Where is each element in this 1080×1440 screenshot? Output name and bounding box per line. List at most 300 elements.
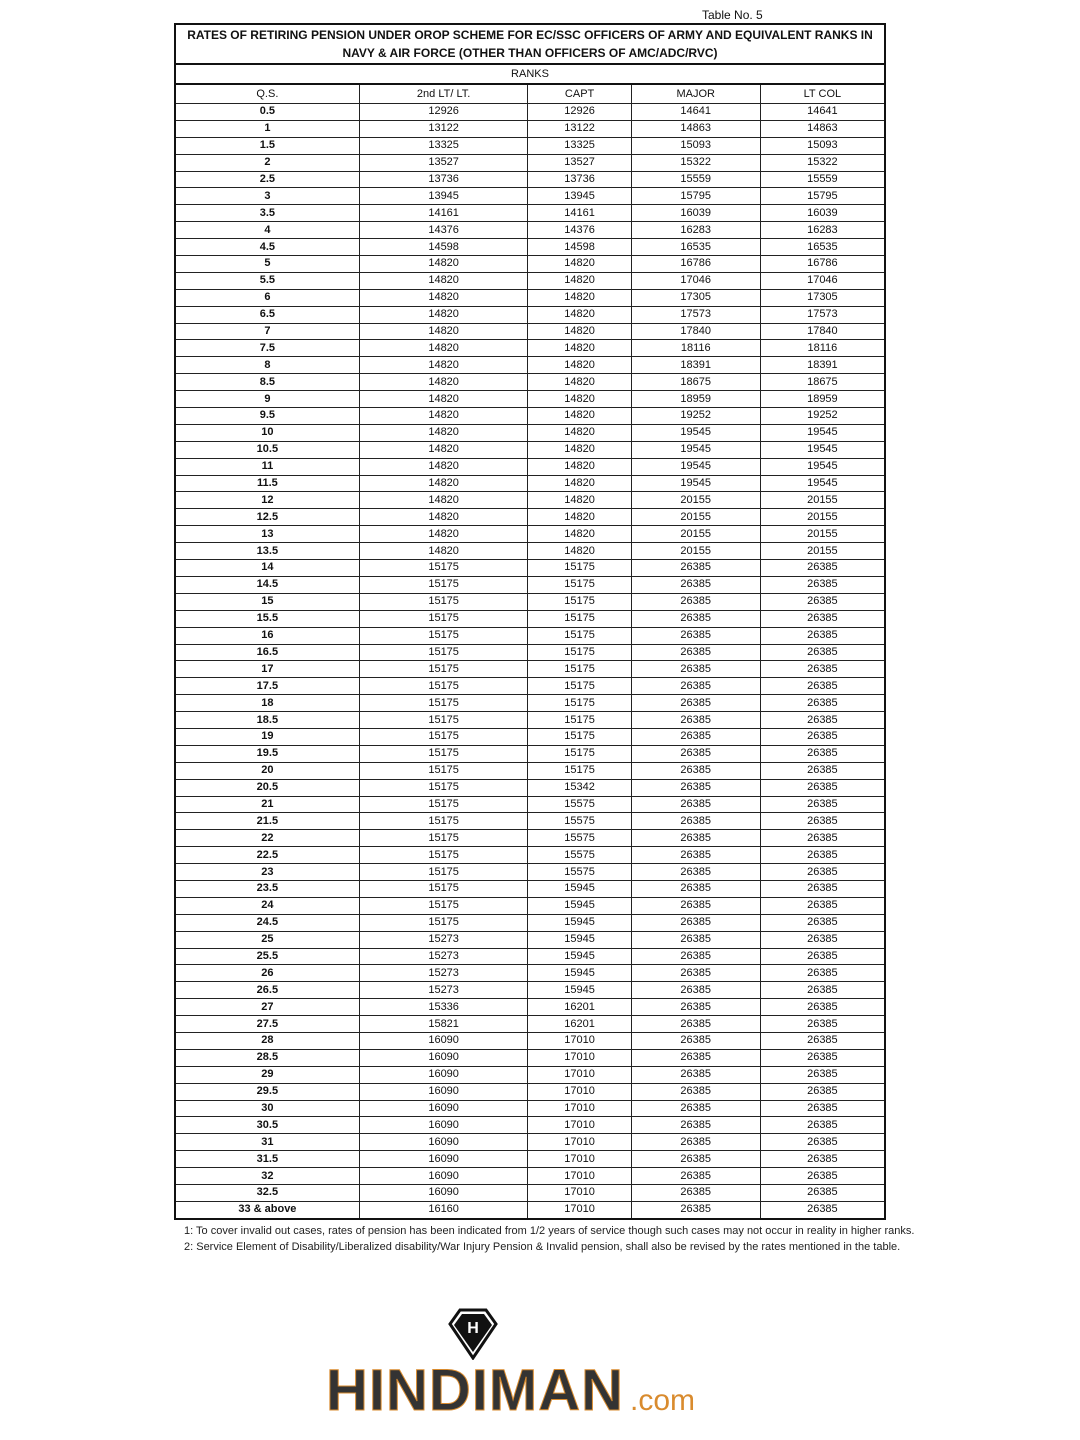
qs-cell: 17	[175, 661, 359, 678]
major-cell: 16283	[631, 222, 760, 239]
lt-col-cell: 26385	[760, 644, 885, 661]
qs-cell: 32.5	[175, 1185, 359, 1202]
second-lt-cell: 16090	[359, 1100, 528, 1117]
lt-col-cell: 20155	[760, 543, 885, 560]
table-row	[175, 897, 885, 914]
capt-cell: 15575	[528, 847, 631, 864]
table-row	[175, 864, 885, 881]
major-cell: 26385	[631, 1117, 760, 1134]
qs-cell: 2	[175, 154, 359, 171]
lt-col-cell: 26385	[760, 728, 885, 745]
table-row	[175, 1032, 885, 1049]
table-row	[175, 560, 885, 577]
pension-rates-table	[174, 23, 886, 1220]
table-row	[175, 695, 885, 712]
capt-cell: 16201	[528, 1016, 631, 1033]
lt-col-cell: 19545	[760, 424, 885, 441]
table-row	[175, 1134, 885, 1151]
lt-col-cell: 26385	[760, 1100, 885, 1117]
qs-cell: 13.5	[175, 543, 359, 560]
major-cell: 26385	[631, 880, 760, 897]
lt-col-cell: 16039	[760, 205, 885, 222]
major-cell: 26385	[631, 576, 760, 593]
capt-cell: 17010	[528, 1066, 631, 1083]
lt-col-cell: 19545	[760, 441, 885, 458]
table-row	[175, 104, 885, 121]
lt-col-cell: 26385	[760, 1066, 885, 1083]
second-lt-cell: 14376	[359, 222, 528, 239]
lt-col-cell: 15093	[760, 137, 885, 154]
lt-col-cell: 26385	[760, 661, 885, 678]
major-cell: 26385	[631, 999, 760, 1016]
capt-cell: 15575	[528, 864, 631, 881]
major-cell: 20155	[631, 492, 760, 509]
capt-cell: 14820	[528, 340, 631, 357]
second-lt-cell: 16090	[359, 1032, 528, 1049]
capt-cell: 13527	[528, 154, 631, 171]
second-lt-cell: 15273	[359, 982, 528, 999]
lt-col-cell: 26385	[760, 1032, 885, 1049]
capt-cell: 15175	[528, 661, 631, 678]
major-cell: 26385	[631, 965, 760, 982]
logo-icon-letter: H	[467, 1320, 479, 1337]
major-cell: 26385	[631, 813, 760, 830]
lt-col-cell: 18959	[760, 391, 885, 408]
qs-cell: 2.5	[175, 171, 359, 188]
major-cell: 26385	[631, 847, 760, 864]
table-row	[175, 272, 885, 289]
table-row	[175, 576, 885, 593]
second-lt-cell: 14820	[359, 357, 528, 374]
capt-cell: 17010	[528, 1151, 631, 1168]
lt-col-cell: 19545	[760, 458, 885, 475]
second-lt-cell: 13122	[359, 120, 528, 137]
second-lt-cell: 16090	[359, 1049, 528, 1066]
major-cell: 15559	[631, 171, 760, 188]
column-header-major: MAJOR	[631, 84, 760, 104]
capt-cell: 15575	[528, 796, 631, 813]
second-lt-cell: 15273	[359, 931, 528, 948]
qs-cell: 8	[175, 357, 359, 374]
lt-col-cell: 26385	[760, 576, 885, 593]
capt-cell: 14820	[528, 374, 631, 391]
capt-cell: 14820	[528, 526, 631, 543]
column-header-capt: CAPT	[528, 84, 631, 104]
second-lt-cell: 15273	[359, 965, 528, 982]
qs-cell: 1.5	[175, 137, 359, 154]
qs-cell: 12.5	[175, 509, 359, 526]
second-lt-cell: 14820	[359, 424, 528, 441]
qs-cell: 21.5	[175, 813, 359, 830]
major-cell: 26385	[631, 897, 760, 914]
capt-cell: 17010	[528, 1049, 631, 1066]
capt-cell: 15175	[528, 627, 631, 644]
qs-cell: 14	[175, 560, 359, 577]
qs-cell: 28.5	[175, 1049, 359, 1066]
second-lt-cell: 15336	[359, 999, 528, 1016]
capt-cell: 15945	[528, 965, 631, 982]
capt-cell: 15175	[528, 678, 631, 695]
table-row	[175, 593, 885, 610]
second-lt-cell: 14820	[359, 441, 528, 458]
lt-col-cell: 16535	[760, 239, 885, 256]
qs-cell: 6.5	[175, 306, 359, 323]
major-cell: 26385	[631, 712, 760, 729]
qs-cell: 17.5	[175, 678, 359, 695]
major-cell: 26385	[631, 779, 760, 796]
table-row	[175, 391, 885, 408]
lt-col-cell: 19252	[760, 408, 885, 425]
lt-col-cell: 26385	[760, 1185, 885, 1202]
second-lt-cell: 14820	[359, 475, 528, 492]
capt-cell: 14820	[528, 441, 631, 458]
lt-col-cell: 26385	[760, 999, 885, 1016]
second-lt-cell: 15175	[359, 695, 528, 712]
major-cell: 26385	[631, 1201, 760, 1218]
qs-cell: 27	[175, 999, 359, 1016]
second-lt-cell: 16090	[359, 1185, 528, 1202]
lt-col-cell: 18116	[760, 340, 885, 357]
qs-cell: 19	[175, 728, 359, 745]
table-row	[175, 492, 885, 509]
major-cell: 18959	[631, 391, 760, 408]
lt-col-cell: 14641	[760, 104, 885, 121]
qs-cell: 4.5	[175, 239, 359, 256]
column-header-row	[175, 84, 885, 104]
capt-cell: 16201	[528, 999, 631, 1016]
qs-cell: 33 & above	[175, 1201, 359, 1218]
second-lt-cell: 15175	[359, 560, 528, 577]
qs-cell: 24	[175, 897, 359, 914]
major-cell: 26385	[631, 931, 760, 948]
major-cell: 26385	[631, 1100, 760, 1117]
major-cell: 26385	[631, 1032, 760, 1049]
capt-cell: 17010	[528, 1185, 631, 1202]
table-row	[175, 1168, 885, 1185]
second-lt-cell: 15175	[359, 864, 528, 881]
qs-cell: 11.5	[175, 475, 359, 492]
qs-cell: 8.5	[175, 374, 359, 391]
capt-cell: 14161	[528, 205, 631, 222]
table-row	[175, 509, 885, 526]
qs-cell: 18.5	[175, 712, 359, 729]
second-lt-cell: 14820	[359, 256, 528, 273]
second-lt-cell: 15175	[359, 830, 528, 847]
table-row	[175, 188, 885, 205]
table-row	[175, 1016, 885, 1033]
table-row	[175, 644, 885, 661]
capt-cell: 14820	[528, 391, 631, 408]
major-cell: 14641	[631, 104, 760, 121]
lt-col-cell: 19545	[760, 475, 885, 492]
major-cell: 26385	[631, 1049, 760, 1066]
lt-col-cell: 15322	[760, 154, 885, 171]
qs-cell: 15	[175, 593, 359, 610]
second-lt-cell: 14820	[359, 526, 528, 543]
lt-col-cell: 26385	[760, 712, 885, 729]
capt-cell: 15945	[528, 914, 631, 931]
qs-cell: 25.5	[175, 948, 359, 965]
lt-col-cell: 14863	[760, 120, 885, 137]
major-cell: 17573	[631, 306, 760, 323]
major-cell: 26385	[631, 1066, 760, 1083]
capt-cell: 15575	[528, 830, 631, 847]
major-cell: 26385	[631, 644, 760, 661]
capt-cell: 15575	[528, 813, 631, 830]
table-row	[175, 948, 885, 965]
capt-cell: 15175	[528, 712, 631, 729]
major-cell: 18675	[631, 374, 760, 391]
qs-cell: 30.5	[175, 1117, 359, 1134]
qs-cell: 25	[175, 931, 359, 948]
qs-cell: 11	[175, 458, 359, 475]
diamond-h-icon	[448, 1308, 498, 1360]
lt-col-cell: 26385	[760, 847, 885, 864]
table-row	[175, 796, 885, 813]
table-title: RATES OF RETIRING PENSION UNDER OROP SCHEME FOR EC/SSC OFFICERS OF ARMY AND EQUIVALENT RANKS IN NAVY & AIR FORCE (OTHER THAN OFFICERS OF AMC/ADC/RVC)	[175, 24, 885, 64]
capt-cell: 17010	[528, 1168, 631, 1185]
lt-col-cell: 16786	[760, 256, 885, 273]
lt-col-cell: 20155	[760, 492, 885, 509]
qs-cell: 27.5	[175, 1016, 359, 1033]
qs-cell: 32	[175, 1168, 359, 1185]
second-lt-cell: 15175	[359, 796, 528, 813]
major-cell: 26385	[631, 1151, 760, 1168]
table-row	[175, 154, 885, 171]
capt-cell: 15175	[528, 560, 631, 577]
major-cell: 19545	[631, 424, 760, 441]
major-cell: 26385	[631, 914, 760, 931]
table-row	[175, 982, 885, 999]
second-lt-cell: 14820	[359, 408, 528, 425]
qs-cell: 10	[175, 424, 359, 441]
column-header-2nd-lt: 2nd LT/ LT.	[359, 84, 528, 104]
capt-cell: 14820	[528, 256, 631, 273]
table-row	[175, 475, 885, 492]
qs-cell: 5.5	[175, 272, 359, 289]
table-row	[175, 458, 885, 475]
major-cell: 20155	[631, 526, 760, 543]
table-row	[175, 627, 885, 644]
second-lt-cell: 15175	[359, 745, 528, 762]
second-lt-cell: 16160	[359, 1201, 528, 1218]
capt-cell: 14820	[528, 357, 631, 374]
second-lt-cell: 16090	[359, 1117, 528, 1134]
table-row	[175, 830, 885, 847]
major-cell: 18116	[631, 340, 760, 357]
qs-cell: 26	[175, 965, 359, 982]
second-lt-cell: 13945	[359, 188, 528, 205]
footnote-2: 2: Service Element of Disability/Liberalized disability/War Injury Pension & Invalid pension, shall also be revised by the rates mentioned in the table.	[184, 1240, 901, 1253]
major-cell: 26385	[631, 830, 760, 847]
second-lt-cell: 15175	[359, 661, 528, 678]
lt-col-cell: 26385	[760, 931, 885, 948]
capt-cell: 15175	[528, 695, 631, 712]
qs-cell: 12	[175, 492, 359, 509]
second-lt-cell: 14161	[359, 205, 528, 222]
capt-cell: 15175	[528, 576, 631, 593]
major-cell: 26385	[631, 1185, 760, 1202]
lt-col-cell: 26385	[760, 948, 885, 965]
table-row	[175, 1117, 885, 1134]
major-cell: 19545	[631, 475, 760, 492]
table-row	[175, 239, 885, 256]
capt-cell: 15175	[528, 728, 631, 745]
lt-col-cell: 26385	[760, 1168, 885, 1185]
capt-cell: 14820	[528, 408, 631, 425]
qs-cell: 4	[175, 222, 359, 239]
table-row	[175, 813, 885, 830]
table-row	[175, 526, 885, 543]
second-lt-cell: 15175	[359, 880, 528, 897]
qs-cell: 31.5	[175, 1151, 359, 1168]
qs-cell: 10.5	[175, 441, 359, 458]
table-row	[175, 1100, 885, 1117]
second-lt-cell: 15175	[359, 712, 528, 729]
qs-cell: 26.5	[175, 982, 359, 999]
lt-col-cell: 15795	[760, 188, 885, 205]
second-lt-cell: 13736	[359, 171, 528, 188]
major-cell: 18391	[631, 357, 760, 374]
second-lt-cell: 14598	[359, 239, 528, 256]
table-row	[175, 779, 885, 796]
second-lt-cell: 14820	[359, 289, 528, 306]
major-cell: 15795	[631, 188, 760, 205]
second-lt-cell: 15175	[359, 847, 528, 864]
qs-cell: 22.5	[175, 847, 359, 864]
major-cell: 26385	[631, 593, 760, 610]
major-cell: 26385	[631, 627, 760, 644]
lt-col-cell: 26385	[760, 897, 885, 914]
second-lt-cell: 14820	[359, 374, 528, 391]
major-cell: 26385	[631, 1016, 760, 1033]
capt-cell: 14820	[528, 475, 631, 492]
lt-col-cell: 18391	[760, 357, 885, 374]
second-lt-cell: 15175	[359, 728, 528, 745]
lt-col-cell: 26385	[760, 745, 885, 762]
capt-cell: 13736	[528, 171, 631, 188]
capt-cell: 15175	[528, 762, 631, 779]
major-cell: 26385	[631, 728, 760, 745]
capt-cell: 13325	[528, 137, 631, 154]
second-lt-cell: 14820	[359, 391, 528, 408]
second-lt-cell: 16090	[359, 1083, 528, 1100]
capt-cell: 14598	[528, 239, 631, 256]
second-lt-cell: 15175	[359, 779, 528, 796]
major-cell: 26385	[631, 1134, 760, 1151]
footnote-1: 1: To cover invalid out cases, rates of pension has been indicated from 1/2 years of service though such cases may not occur in reality in higher ranks.	[184, 1224, 915, 1237]
qs-cell: 20.5	[175, 779, 359, 796]
major-cell: 26385	[631, 745, 760, 762]
second-lt-cell: 15175	[359, 678, 528, 695]
major-cell: 16786	[631, 256, 760, 273]
major-cell: 20155	[631, 543, 760, 560]
lt-col-cell: 18675	[760, 374, 885, 391]
table-row	[175, 914, 885, 931]
lt-col-cell: 26385	[760, 695, 885, 712]
capt-cell: 15175	[528, 745, 631, 762]
table-row	[175, 424, 885, 441]
capt-cell: 12926	[528, 104, 631, 121]
second-lt-cell: 15273	[359, 948, 528, 965]
capt-cell: 15945	[528, 897, 631, 914]
capt-cell: 14820	[528, 306, 631, 323]
qs-cell: 3	[175, 188, 359, 205]
table-row	[175, 728, 885, 745]
second-lt-cell: 15175	[359, 610, 528, 627]
lt-col-cell: 26385	[760, 965, 885, 982]
lt-col-cell: 26385	[760, 1151, 885, 1168]
qs-cell: 15.5	[175, 610, 359, 627]
qs-cell: 21	[175, 796, 359, 813]
ranks-group-header: RANKS	[175, 64, 885, 84]
table-row	[175, 205, 885, 222]
lt-col-cell: 26385	[760, 796, 885, 813]
qs-cell: 9	[175, 391, 359, 408]
document-body	[174, 23, 934, 1255]
capt-cell: 15945	[528, 948, 631, 965]
lt-col-cell: 26385	[760, 830, 885, 847]
table-row	[175, 999, 885, 1016]
second-lt-cell: 14820	[359, 272, 528, 289]
capt-cell: 14820	[528, 289, 631, 306]
lt-col-cell: 26385	[760, 762, 885, 779]
major-cell: 15322	[631, 154, 760, 171]
second-lt-cell: 14820	[359, 458, 528, 475]
major-cell: 26385	[631, 1083, 760, 1100]
major-cell: 19545	[631, 441, 760, 458]
major-cell: 26385	[631, 560, 760, 577]
second-lt-cell: 12926	[359, 104, 528, 121]
table-row	[175, 1201, 885, 1218]
capt-cell: 15175	[528, 593, 631, 610]
capt-cell: 14820	[528, 272, 631, 289]
qs-cell: 0.5	[175, 104, 359, 121]
capt-cell: 13122	[528, 120, 631, 137]
major-cell: 19545	[631, 458, 760, 475]
capt-cell: 14820	[528, 543, 631, 560]
hindiman-logo	[326, 1308, 726, 1428]
lt-col-cell: 26385	[760, 627, 885, 644]
table-row	[175, 256, 885, 273]
major-cell: 19252	[631, 408, 760, 425]
table-row	[175, 1066, 885, 1083]
lt-col-cell: 26385	[760, 560, 885, 577]
lt-col-cell: 26385	[760, 1016, 885, 1033]
capt-cell: 15945	[528, 931, 631, 948]
second-lt-cell: 14820	[359, 509, 528, 526]
capt-cell: 14820	[528, 458, 631, 475]
table-row	[175, 323, 885, 340]
major-cell: 26385	[631, 661, 760, 678]
capt-cell: 14820	[528, 323, 631, 340]
qs-cell: 1	[175, 120, 359, 137]
major-cell: 26385	[631, 762, 760, 779]
table-row	[175, 137, 885, 154]
qs-cell: 3.5	[175, 205, 359, 222]
lt-col-cell: 26385	[760, 864, 885, 881]
table-row	[175, 340, 885, 357]
column-header-lt-col: LT COL	[760, 84, 885, 104]
qs-cell: 5	[175, 256, 359, 273]
table-row	[175, 880, 885, 897]
second-lt-cell: 15821	[359, 1016, 528, 1033]
capt-cell: 15175	[528, 610, 631, 627]
qs-cell: 20	[175, 762, 359, 779]
capt-cell: 13945	[528, 188, 631, 205]
qs-cell: 13	[175, 526, 359, 543]
lt-col-cell: 26385	[760, 914, 885, 931]
